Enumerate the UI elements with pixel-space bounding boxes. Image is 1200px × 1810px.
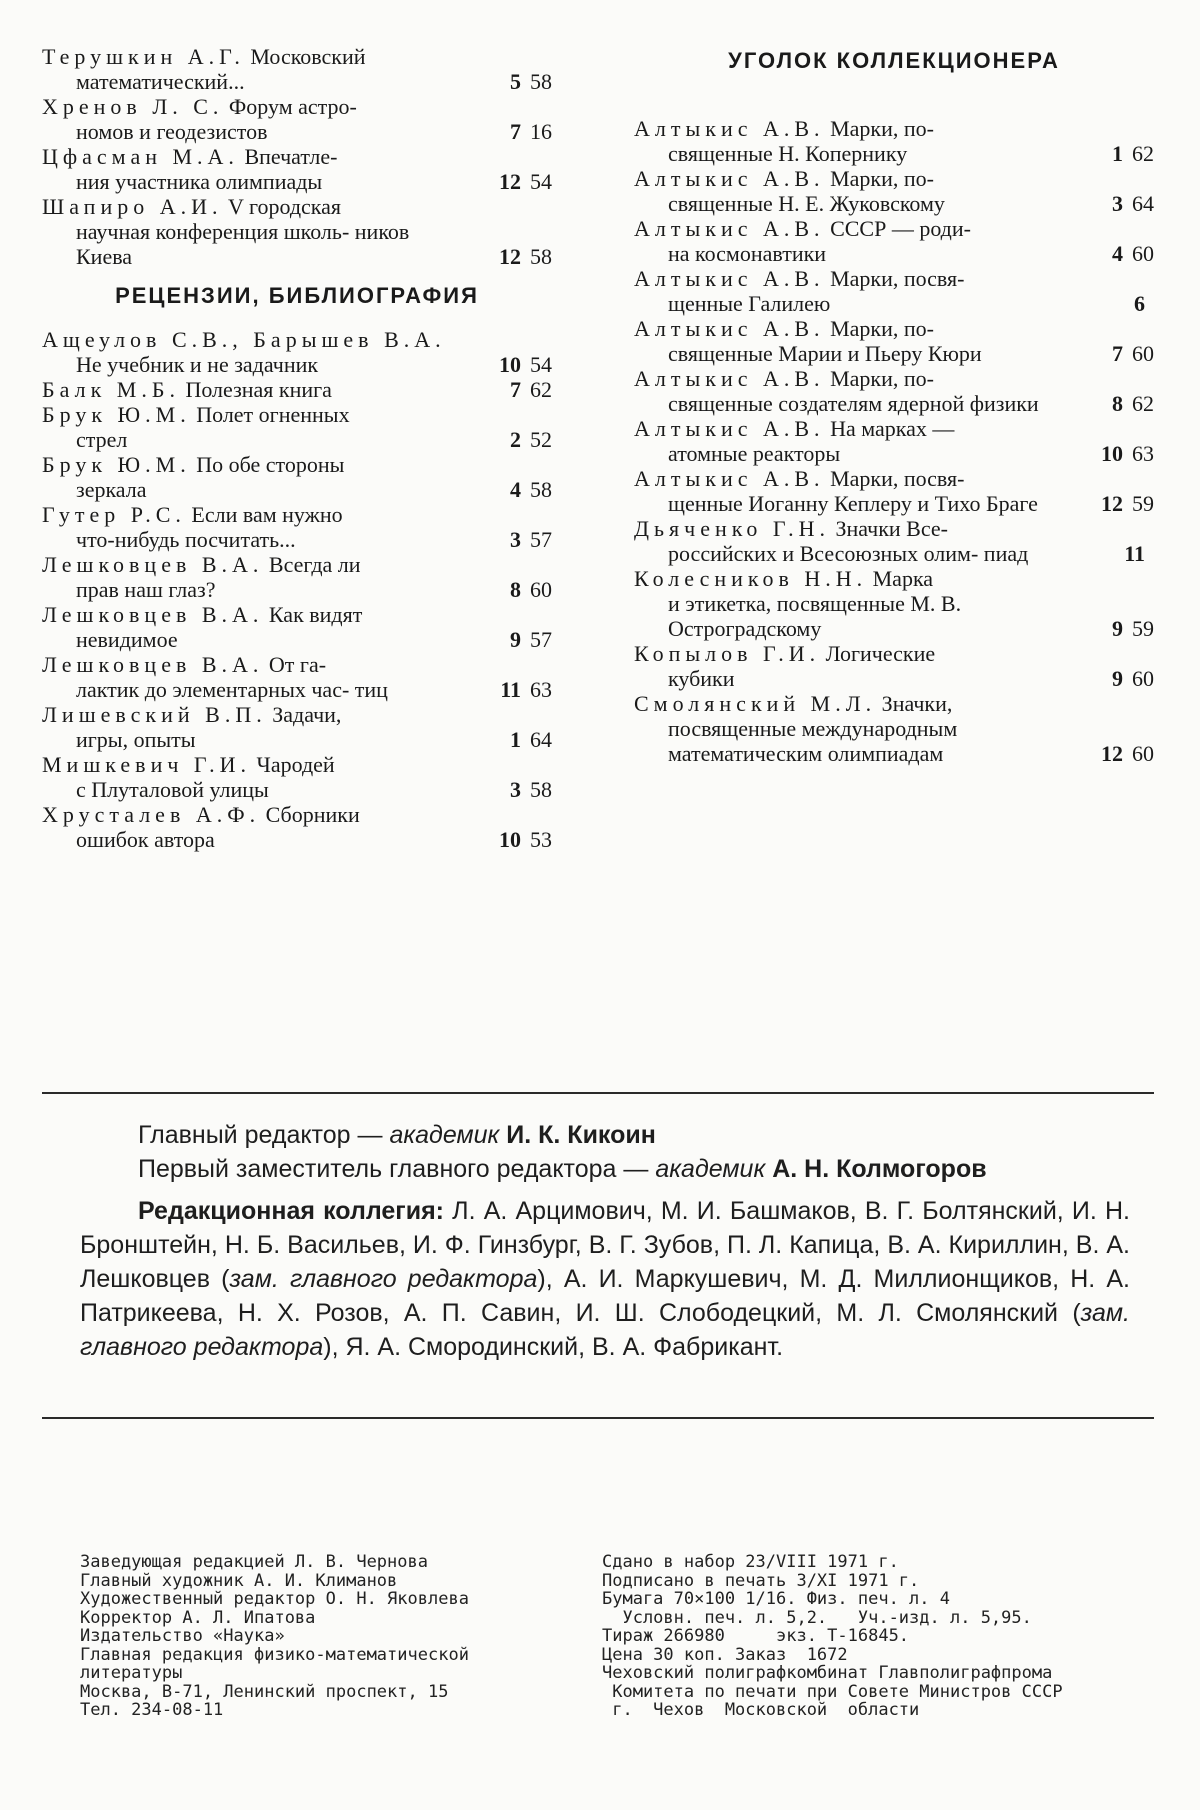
- imprint-line: Художественный редактор О. Н. Яковлева: [80, 1589, 469, 1609]
- entry-issue: 10: [499, 352, 521, 377]
- entry-page: 60: [1132, 741, 1154, 766]
- entry-author: Лишевский В.П.: [42, 702, 267, 727]
- entry-page: 58: [530, 69, 552, 94]
- entry-author: Копылов Г.И.: [634, 641, 821, 666]
- imprint-line: Издательство «Наука»: [80, 1626, 285, 1646]
- imprint-line: Заведующая редакцией Л. В. Чернова: [80, 1552, 428, 1572]
- board-members-part2: ), А. И. Маркушевич, М. Д. Миллионщиков, Н. А. Патрикеева, Н. Х. Розов, А. П. Савин, И. Ш. Слободецкий, М. Л. Смолянский (: [80, 1265, 1130, 1327]
- board-label: Редакционная коллегия:: [138, 1197, 444, 1225]
- imprint-left: [80, 1553, 550, 1720]
- entry-title-start: От га-: [268, 652, 327, 677]
- index-entry: [42, 602, 552, 652]
- entry-title-start: Московский: [250, 44, 366, 69]
- entry-author: Дьяченко Г.Н.: [634, 516, 830, 541]
- entry-page: 57: [530, 627, 552, 652]
- imprint-line: Тираж 266980 экз. Т-16845.: [602, 1626, 910, 1646]
- entry-title-start: Марки, по-: [830, 116, 934, 141]
- entry-reference: [456, 69, 552, 94]
- entry-title-start: Марки, посвя-: [830, 466, 965, 491]
- index-entry: [42, 802, 552, 852]
- entry-title-rest: атомные реакторы: [668, 441, 841, 466]
- entry-page: 63: [1132, 441, 1154, 466]
- entry-reference: [456, 377, 552, 402]
- imprint-line: Главный художник А. И. Климанов: [80, 1570, 398, 1591]
- left-column: [42, 44, 552, 852]
- imprint-line: Главная редакция физико-математической: [80, 1644, 469, 1665]
- entry-issue: 7: [510, 377, 521, 402]
- entry-title-rest: прав наш глаз?: [76, 577, 216, 602]
- entry-reference: [1058, 541, 1154, 566]
- index-entry: [634, 691, 1154, 766]
- divider-bottom: [42, 1417, 1154, 1419]
- index-entry: [634, 516, 1154, 566]
- entry-page: 58: [530, 477, 552, 502]
- imprint-line: Корректор А. Л. Ипатова: [80, 1607, 316, 1628]
- index-entry: [634, 216, 1154, 266]
- entry-page: 62: [1132, 141, 1154, 166]
- imprint-line: литературы: [80, 1663, 183, 1683]
- entry-reference: [456, 777, 552, 802]
- reviews-list: [42, 327, 552, 852]
- entry-page: 16: [530, 119, 552, 144]
- index-entry: [634, 316, 1154, 366]
- entry-title-start: Задачи,: [272, 702, 342, 727]
- index-entry: [42, 94, 552, 144]
- entry-author: Алтыкис А.В.: [634, 366, 825, 391]
- entry-reference: [1058, 741, 1154, 766]
- entry-reference: [1058, 141, 1154, 166]
- index-entry: [42, 452, 552, 502]
- index-entry: [634, 166, 1154, 216]
- entry-title-rest: что-нибудь посчитать...: [76, 527, 296, 552]
- entry-author: Лешковцев В.А.: [42, 552, 264, 577]
- entry-title-start: На марках —: [830, 416, 955, 441]
- entry-author: Алтыкис А.В.: [634, 416, 825, 441]
- entry-page: 62: [1132, 391, 1154, 416]
- entry-title-rest: Не учебник и не задачник: [76, 352, 319, 377]
- entry-issue: 12: [499, 244, 521, 269]
- entry-issue: 10: [499, 827, 521, 852]
- entry-title-start: Сборники: [265, 802, 360, 827]
- entry-title-start: Если вам нужно: [191, 502, 343, 527]
- entry-issue: 10: [1101, 441, 1123, 466]
- imprint-line: г. Чехов Московской области: [602, 1700, 920, 1720]
- entry-author: Алтыкис А.В.: [634, 116, 825, 141]
- imprint-right: [602, 1553, 1162, 1720]
- entry-author: Мишкевич Г.И.: [42, 752, 252, 777]
- imprint-line: Бумага 70×100 1/16. Физ. печ. л. 4: [602, 1589, 950, 1609]
- entry-title-start: Значки Все-: [835, 516, 948, 541]
- entry-issue: 7: [510, 119, 521, 144]
- entry-page: 64: [1132, 191, 1154, 216]
- entry-issue: 12: [1101, 491, 1123, 516]
- entry-title-start: Как видят: [268, 602, 363, 627]
- imprint-line: Комитета по печати при Совете Министров СССР: [602, 1681, 1063, 1702]
- entry-title-start: Полезная книга: [185, 377, 332, 402]
- imprint-line: Условн. печ. л. 5,2. Уч.-изд. л. 5,95.: [602, 1607, 1032, 1628]
- entry-title-rest: щенные Иоганну Кеплеру и Тихо Браге: [668, 491, 1038, 516]
- imprint-line: Цена 30 коп. Заказ 1672: [602, 1644, 848, 1665]
- entry-issue: 11: [1124, 541, 1145, 566]
- imprint-line: Чеховский полиграфкомбинат Главполиграфпрома: [602, 1663, 1053, 1683]
- entry-title-rest: щенные Галилею: [668, 291, 831, 316]
- entry-author: Колесников Н.Н.: [634, 566, 868, 591]
- index-entry: [634, 466, 1154, 516]
- index-entry: [42, 377, 552, 402]
- entry-page: 60: [530, 577, 552, 602]
- board-members-part3: ), Я. А. Смородинский, В. А. Фабрикант.: [323, 1333, 784, 1361]
- entry-title-rest: священные создателям ядерной физики: [668, 391, 1039, 416]
- entry-reference: [456, 627, 552, 652]
- chief-editor-name: И. К. Кикоин: [506, 1121, 656, 1149]
- entry-reference: [1058, 291, 1154, 316]
- entry-title-rest: посвященные международным математическим олимпиадам: [668, 716, 958, 766]
- index-entry: [42, 652, 552, 702]
- entry-page: 60: [1132, 341, 1154, 366]
- entry-reference: [456, 677, 552, 702]
- entry-issue: 1: [1112, 141, 1123, 166]
- index-entry: [42, 402, 552, 452]
- imprint-line: Тел. 234-08-11: [80, 1700, 224, 1720]
- entry-page: 52: [530, 427, 552, 452]
- entry-issue: 9: [1112, 616, 1123, 641]
- entry-author: Смолянский М.Л.: [634, 691, 877, 716]
- entry-issue: 1: [510, 727, 521, 752]
- entry-page: 59: [1132, 491, 1154, 516]
- deputy-note-1: зам. главного редактора: [229, 1265, 538, 1293]
- entry-author: Алтыкис А.В.: [634, 266, 825, 291]
- entry-title-rest: научная конференция школь- ников Киева: [76, 219, 410, 269]
- entry-issue: 12: [1101, 741, 1123, 766]
- entry-issue: 9: [1112, 666, 1123, 691]
- entry-page: 53: [530, 827, 552, 852]
- entry-title-rest: с Плуталовой улицы: [76, 777, 269, 802]
- entry-page: 58: [530, 777, 552, 802]
- index-entry: [42, 752, 552, 802]
- entry-reference: [1058, 441, 1154, 466]
- entry-reference: [1058, 666, 1154, 691]
- entry-issue: 3: [1112, 191, 1123, 216]
- reviews-section-title: РЕЦЕНЗИИ, БИБЛИОГРАФИЯ: [115, 283, 479, 308]
- entry-title-start: V городская: [228, 194, 342, 219]
- entry-author: Брук Ю.М.: [42, 402, 191, 427]
- entry-issue: 12: [499, 169, 521, 194]
- editorial-board: [80, 1118, 1130, 1364]
- index-entry: [634, 416, 1154, 466]
- entry-title-rest: математический...: [76, 69, 245, 94]
- entry-issue: 3: [510, 527, 521, 552]
- entry-issue: 5: [510, 69, 521, 94]
- entry-author: Брук Ю.М.: [42, 452, 191, 477]
- entry-reference: [456, 169, 552, 194]
- index-entry: [634, 116, 1154, 166]
- chief-editor-title: академик: [389, 1121, 500, 1149]
- index-entry: [42, 44, 552, 94]
- entry-author: Шапиро А.И.: [42, 194, 223, 219]
- entry-author: Ащеулов С.В., Барышев В.А.: [42, 327, 446, 352]
- entry-author: Лешковцев В.А.: [42, 602, 264, 627]
- index-entry: [42, 144, 552, 194]
- entry-page: 57: [530, 527, 552, 552]
- deputy-note-2: зам. главного редактора: [80, 1299, 1130, 1361]
- entry-title-rest: российских и Всесоюзных олим- пиад: [668, 541, 1029, 566]
- chief-editor-line: [80, 1118, 1130, 1152]
- chief-editor-label: Главный редактор —: [138, 1121, 383, 1149]
- entry-issue: 7: [1112, 341, 1123, 366]
- entry-title-start: Марки, по-: [830, 366, 934, 391]
- deputy-editor-title: академик: [655, 1155, 766, 1183]
- index-entry: [634, 566, 1154, 641]
- entry-title-start: Значки,: [881, 691, 953, 716]
- entry-page: 63: [530, 677, 552, 702]
- entry-page: 54: [530, 169, 552, 194]
- index-entry: [42, 194, 552, 269]
- deputy-editor-line: [80, 1152, 1130, 1186]
- entry-title-rest: ошибок автора: [76, 827, 215, 852]
- entry-title-rest: священные Н. Копернику: [668, 141, 908, 166]
- entry-title-start: По обе стороны: [196, 452, 345, 477]
- entry-author: Алтыкис А.В.: [634, 466, 825, 491]
- divider-top: [42, 1092, 1154, 1094]
- entry-issue: 3: [510, 777, 521, 802]
- entry-reference: [1058, 341, 1154, 366]
- entry-author: Гутер Р.С.: [42, 502, 186, 527]
- imprint-line: Сдано в набор 23/VIII 1971 г.: [602, 1552, 899, 1572]
- entry-reference: [456, 727, 552, 752]
- entry-reference: [456, 119, 552, 144]
- entry-title-start: Марка: [872, 566, 934, 591]
- board-members-part1: Л. А. Арцимович, М. И. Башмаков, В. Г. Болтянский, И. Н. Бронштейн, Н. Б. Васильев, И. Ф. Гинзбург, В. Г. Зубов, П. Л. Капица, В. А. Кириллин, В. А. Лешковцев (: [80, 1197, 1131, 1293]
- entry-title-start: Всегда ли: [268, 552, 361, 577]
- entry-reference: [456, 352, 552, 377]
- entry-title-start: Логические: [825, 641, 936, 666]
- index-entry: [42, 327, 552, 377]
- entry-title-start: Марки, посвя-: [830, 266, 965, 291]
- entry-reference: [1058, 491, 1154, 516]
- entry-reference: [1058, 191, 1154, 216]
- entry-title-rest: стрел: [76, 427, 128, 452]
- index-entry: [42, 702, 552, 752]
- entry-author: Алтыкис А.В.: [634, 216, 825, 241]
- entry-title-start: Впечатле-: [244, 144, 338, 169]
- entry-title-rest: священные Н. Е. Жуковскому: [668, 191, 945, 216]
- entry-title-rest: священные Марии и Пьеру Кюри: [668, 341, 982, 366]
- entry-reference: [1058, 391, 1154, 416]
- imprint-line: Подписано в печать 3/XI 1971 г.: [602, 1570, 920, 1591]
- entry-reference: [456, 244, 552, 269]
- entry-issue: 8: [510, 577, 521, 602]
- entry-reference: [456, 577, 552, 602]
- index-entry: [42, 552, 552, 602]
- entry-reference: [456, 827, 552, 852]
- entry-title-rest: на космонавтики: [668, 241, 827, 266]
- deputy-editor-label: Первый заместитель главного редактора —: [138, 1155, 649, 1183]
- entry-page: 64: [530, 727, 552, 752]
- collector-list: [634, 116, 1154, 766]
- deputy-editor-name: А. Н. Колмогоров: [772, 1155, 987, 1183]
- entry-page: 60: [1132, 241, 1154, 266]
- entry-issue: 9: [510, 627, 521, 652]
- entry-reference: [456, 527, 552, 552]
- entry-issue: 11: [500, 677, 521, 702]
- entry-author: Алтыкис А.В.: [634, 316, 825, 341]
- entry-author: Цфасман М.А.: [42, 144, 239, 169]
- entry-issue: 4: [1112, 241, 1123, 266]
- entry-issue: 8: [1112, 391, 1123, 416]
- entry-title-start: Марки, по-: [830, 316, 934, 341]
- entry-title-rest: ния участника олимпиады: [76, 169, 323, 194]
- entry-title-start: Полет огненных: [196, 402, 350, 427]
- entry-issue: 4: [510, 477, 521, 502]
- entry-page: 59: [1132, 616, 1154, 641]
- entry-author: Балк М.Б.: [42, 377, 180, 402]
- right-column: [634, 44, 1154, 766]
- entry-reference: [456, 427, 552, 452]
- entry-author: Хренов Л. С.: [42, 94, 224, 119]
- board-members: [80, 1194, 1130, 1364]
- imprint-line: Москва, В-71, Ленинский проспект, 15: [80, 1681, 449, 1702]
- entry-page: 62: [530, 377, 552, 402]
- entry-title-rest: номов и геодезистов: [76, 119, 268, 144]
- entry-title-rest: игры, опыты: [76, 727, 196, 752]
- entry-author: Хрусталев А.Ф.: [42, 802, 261, 827]
- entry-page: 60: [1132, 666, 1154, 691]
- entry-title-rest: лактик до элементарных час- тиц: [76, 677, 388, 702]
- entry-title-start: Форум астро-: [228, 94, 357, 119]
- entry-title-rest: зеркала: [76, 477, 147, 502]
- entry-issue: 2: [510, 427, 521, 452]
- entry-author: Терушкин А.Г.: [42, 44, 245, 69]
- entry-title-start: СССР — роди-: [830, 216, 971, 241]
- entry-title-rest: невидимое: [76, 627, 178, 652]
- entry-title-rest: и этикетка, посвященные М. В. Остроградскому: [668, 591, 962, 641]
- entry-author: Лешковцев В.А.: [42, 652, 264, 677]
- entry-reference: [456, 477, 552, 502]
- index-entry: [634, 641, 1154, 691]
- index-entry: [634, 266, 1154, 316]
- left-top-entries: [42, 44, 552, 269]
- entry-reference: [1058, 616, 1154, 641]
- entry-title-start: Марки, по-: [830, 166, 934, 191]
- collector-section-title: УГОЛОК КОЛЛЕКЦИОНЕРА: [728, 48, 1060, 73]
- entry-page: 54: [530, 352, 552, 377]
- entry-title-rest: кубики: [668, 666, 735, 691]
- index-entry: [634, 366, 1154, 416]
- entry-author: Алтыкис А.В.: [634, 166, 825, 191]
- entry-issue: 6: [1134, 291, 1145, 316]
- index-entry: [42, 502, 552, 552]
- entry-title-start: Чародей: [256, 752, 335, 777]
- entry-reference: [1058, 241, 1154, 266]
- entry-page: 58: [530, 244, 552, 269]
